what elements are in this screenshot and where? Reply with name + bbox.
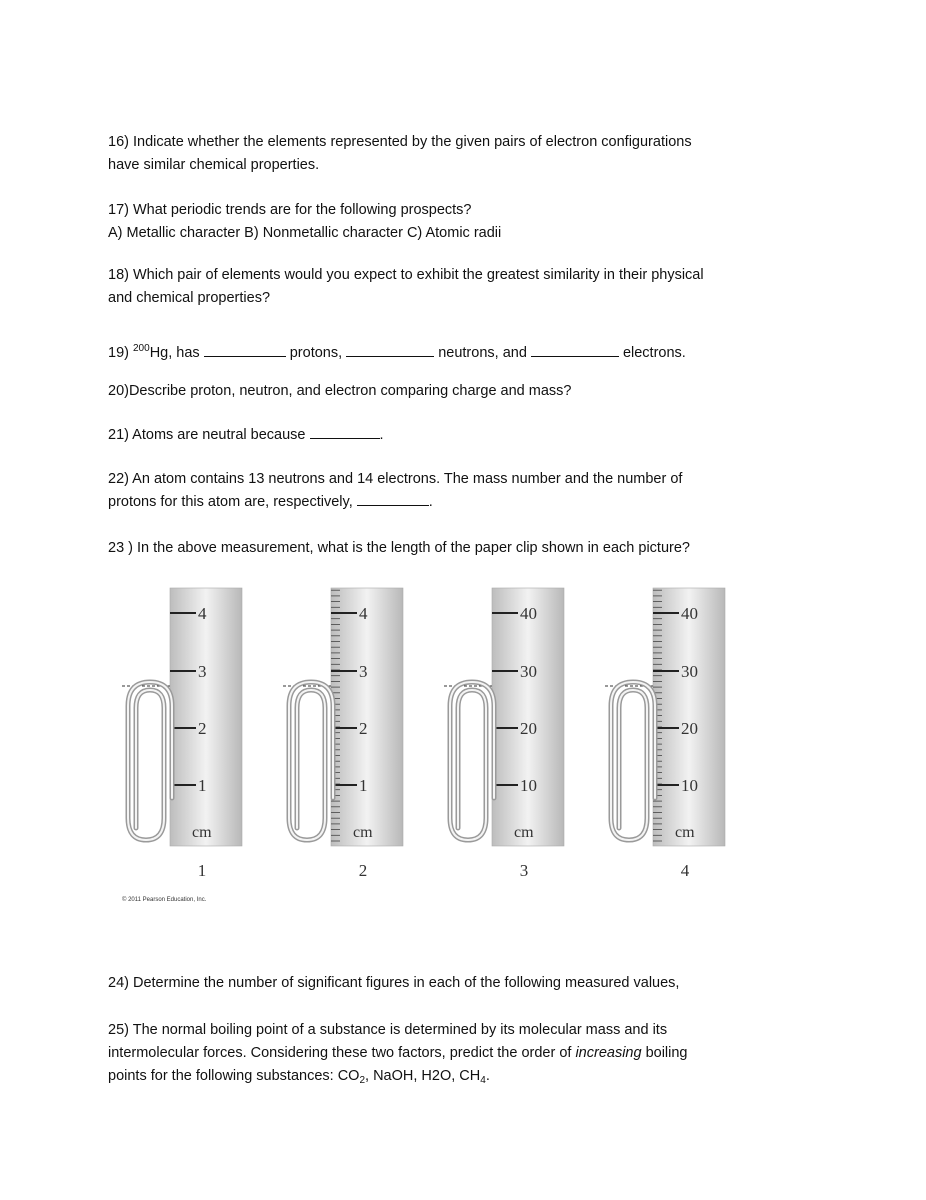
co2-subscript: 2 [359,1075,366,1086]
question-21 [108,424,818,447]
question-21-text: 21) Atoms are neutral because [108,427,306,443]
question-23 [108,537,818,560]
question-24 [108,972,818,995]
question-25-line-3b: , NaOH, H2O, CH [365,1068,481,1084]
question-16-line-2: have similar chemical properties. [108,157,320,173]
ch4-subscript: 4 [480,1075,486,1086]
question-18-line-1: 18) Which pair of elements would you expect to exhibit the greatest similarity in their physical [108,267,704,283]
ruler-body-3 [492,588,564,846]
electrons-label: electrons. [622,345,686,361]
tick-label: 3 [359,662,368,681]
unit-label: cm [514,824,534,841]
ruler-number-1: 1 [197,861,207,878]
question-22-period: . [428,494,433,510]
ruler-number-4: 4 [680,861,690,878]
question-20 [108,380,818,403]
question-21-period: . [379,427,384,443]
ruler-group-4 [605,588,725,878]
question-22-line-2: protons for this atom are, respectively, [108,494,353,510]
tick-label: 1 [359,776,368,795]
ruler-group-2 [283,588,403,878]
question-21-blank[interactable] [310,424,380,439]
question-17 [108,199,818,245]
question-25-line-1: 25) The normal boiling point of a substance is determined by its molecular mass and its [108,1022,668,1038]
question-24-text: 24) Determine the number of significant figures in each of the following measured values, [108,975,680,991]
ruler-group-3 [444,588,564,878]
paper-clip-outline [128,682,172,840]
electrons-blank[interactable] [531,342,619,357]
mass-number: 200 [133,343,150,354]
ruler-number-3: 3 [519,861,529,878]
question-22-line-1: 22) An atom contains 13 neutrons and 14 electrons. The mass number and the number of [108,471,683,487]
tick-label: 2 [198,719,207,738]
paper-clip-ruler-figure [110,578,750,878]
tick-label: 3 [198,662,207,681]
question-25-line-3a: points for the following substances: CO [108,1068,360,1084]
question-18-line-2: and chemical properties? [108,290,271,306]
question-25-line-2a: intermolecular forces. Considering these two factors, predict the order of [108,1045,572,1061]
question-19-prefix: 19) [108,345,129,361]
question-25-emphasis: increasing [575,1045,642,1061]
paper-clip-outline [289,682,333,840]
question-23-text: 23 ) In the above measurement, what is the length of the paper clip shown in each picture? [108,540,690,556]
question-16-line-1: 16) Indicate whether the elements represented by the given pairs of electron configurations [108,134,692,150]
ruler-body-4 [653,588,725,846]
ruler-number-2: 2 [358,861,368,878]
question-17-line-2: A) Metallic character B) Nonmetallic character C) Atomic radii [108,225,502,241]
tick-label: 40 [681,604,698,623]
element-symbol: Hg, has [149,345,200,361]
ruler-body-2 [331,588,403,846]
tick-label: 20 [520,719,537,738]
question-17-line-1: 17) What periodic trends are for the following prospects? [108,202,472,218]
question-19 [108,337,818,365]
unit-label: cm [353,824,373,841]
protons-label: protons, [289,345,343,361]
ruler-body-1 [170,588,242,846]
protons-blank[interactable] [204,342,286,357]
tick-label: 2 [359,719,368,738]
tick-label: 4 [198,604,207,623]
tick-label: 1 [198,776,207,795]
tick-label: 4 [359,604,368,623]
question-25-line-2b: boiling [645,1045,688,1061]
tick-label: 10 [681,776,698,795]
unit-label: cm [675,824,695,841]
paper-clip-outline [611,682,655,840]
copyright-notice: © 2011 Pearson Education, Inc. [122,897,207,903]
tick-label: 20 [681,719,698,738]
unit-label: cm [192,824,212,841]
tick-label: 40 [520,604,537,623]
question-18 [108,264,818,310]
question-25 [108,1019,818,1092]
tick-label: 10 [520,776,537,795]
question-16 [108,131,818,177]
question-25-period: . [485,1068,490,1084]
ruler-group-1 [122,588,242,878]
question-22-blank[interactable] [357,491,429,506]
tick-label: 30 [520,662,537,681]
neutrons-blank[interactable] [346,342,434,357]
neutrons-label: neutrons, and [438,345,527,361]
question-22 [108,468,818,514]
paper-clip-outline [450,682,494,840]
question-20-text: 20)Describe proton, neutron, and electron comparing charge and mass? [108,383,572,399]
tick-label: 30 [681,662,698,681]
